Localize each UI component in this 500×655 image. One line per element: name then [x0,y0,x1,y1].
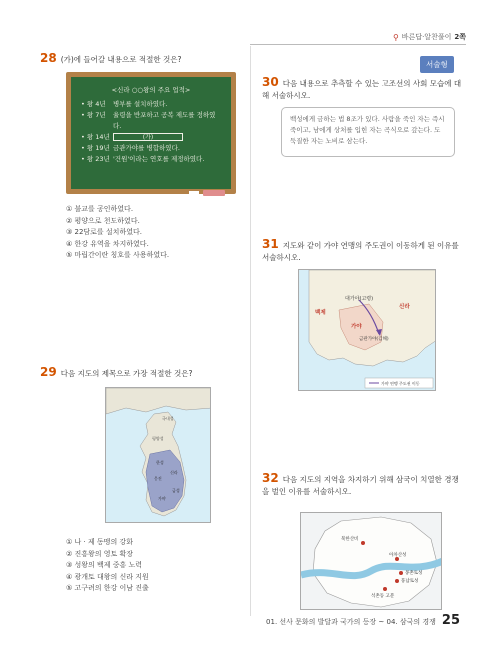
question-number: 29 [40,365,57,379]
map-label: 가야 [158,496,166,501]
board-title: <신라 ○○왕의 주요 업적> [111,86,191,94]
choice[interactable]: ⑤ 고구려의 한강 이남 진출 [66,584,149,592]
page-number: 25 [441,613,460,628]
question-text: 다음 지도의 지역을 차지하기 위해 삼국이 치열한 경쟁을 벌인 이유를 서술하시오. [262,475,459,496]
chalk-icon [189,191,199,194]
map-label: 석촌동 고분 [371,594,395,599]
choice[interactable]: ① 불교를 공인하였다. [66,205,134,213]
header-volume: 2쪽 [454,33,466,41]
map-label: 풍납토성 [401,579,419,584]
map-label: 대가야(고령) [345,296,374,302]
question-number: 30 [262,75,279,89]
question-text: 다음 지도의 제목으로 가장 적절한 것은? [60,369,193,378]
question-text: 다음 내용으로 추측할 수 있는 고조선의 사회 모습에 대해 서술하시오. [262,79,462,100]
header-title: 바른답·알찬풀이 [401,33,452,41]
essay-tag: 서술형 [420,56,454,73]
map-label: 웅진 [154,476,162,481]
map-legend: 가야 연맹 주도권 이동 [381,381,420,386]
footer-text: 01. 선사 문화의 발달과 국가의 등장 ~ 04. 삼국의 경쟁 [266,618,436,626]
question-31 [262,238,462,264]
choice[interactable]: ④ 광개토 대왕의 신라 지원 [66,572,149,581]
question-number: 31 [262,237,279,251]
question-29 [40,366,245,380]
choice[interactable]: ③ 22담로를 설치하였다. [66,228,142,236]
map-label: 금성 [172,488,180,493]
map-label: 평양성 [152,436,164,441]
question-text: (가)에 들어갈 내용으로 적절한 것은? [60,55,182,64]
korea-map-svg [106,388,211,523]
map-label: 가야 [351,324,362,330]
gaya-map-svg [299,270,436,391]
map-label: 금관가야(김해) [359,337,389,342]
map-label: 백제 [315,310,326,316]
gaya-map [298,269,436,391]
header-rule [250,44,466,45]
board-row: • 왕 4년 병부를 설치하였다. [81,100,168,108]
board-row: • 왕 7년 율령을 반포하고 공복 제도를 정하였다. [81,111,216,130]
chalkboard [66,72,236,194]
board-row: • 왕 23년 '건원'이라는 연호를 제정하였다. [81,155,205,163]
question-text: 지도와 같이 가야 연맹의 주도권이 이동하게 된 이유를 서술하시오. [262,241,459,262]
page-header [393,32,466,42]
map-label: 국내성 [162,416,174,421]
question-number: 28 [40,51,57,65]
column-divider [250,46,251,616]
choice[interactable]: ① 나 · 제 동맹의 강화 [66,538,133,546]
question-28 [40,52,245,66]
map-label: 신라 [170,470,178,475]
board-row: • 왕 19년 금관가야를 병합하였다. [81,144,180,152]
choice[interactable]: ⑤ 마립간이란 칭호를 사용하였다. [66,251,170,259]
board-row: • 왕 14년 (가) [81,132,221,143]
choice[interactable]: ③ 성왕의 백제 중흥 노력 [66,561,143,569]
choice[interactable]: ② 진흥왕의 영토 확장 [66,549,134,558]
map-label: 한성 [156,460,164,465]
choice[interactable]: ④ 한강 유역을 차지하였다. [66,239,149,248]
eraser-icon [203,190,225,196]
choices-29 [66,537,149,595]
choice[interactable]: ② 평양으로 천도하였다. [66,216,140,225]
map-label: 신라 [399,304,410,310]
choices-28 [66,204,169,262]
question-32 [262,472,462,498]
source-box: 백성에게 금하는 법 8조가 있다. 사람을 죽인 자는 즉시 죽이고, 남에게 상처를 입힌 자는 곡식으로 갚는다. 도둑질한 자는 노비로 삼는다. [281,107,455,157]
question-number: 32 [262,471,279,485]
location-pin-icon: ⚲ [392,32,399,42]
map-label: 북한산비 [341,537,359,542]
question-30 [262,76,462,102]
page-footer [266,613,460,628]
map-label: 아차산성 [389,553,407,558]
korea-map [105,387,211,523]
map-label: 몽촌토성 [405,571,423,576]
blank-box: (가) [113,133,183,141]
han-river-map-svg [301,513,442,610]
han-river-map [300,512,442,610]
